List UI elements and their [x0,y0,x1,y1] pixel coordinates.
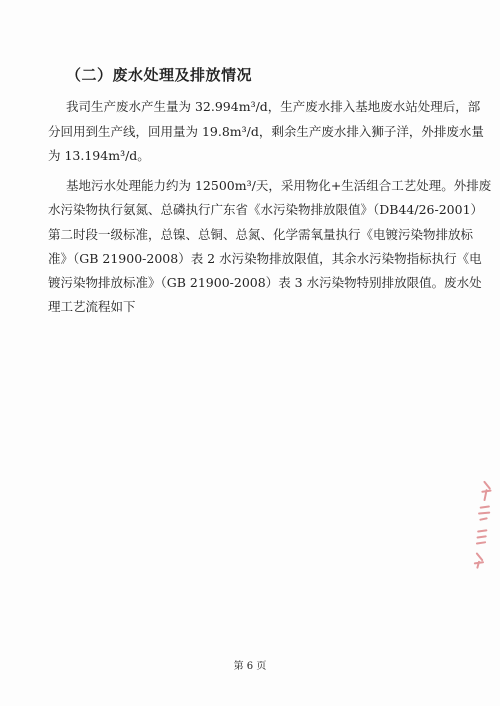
page-number: 第 6 页 [233,661,267,672]
paragraph-line: 准》（GB 21900-2008）表 2 水污染物排放限值，其余水污染物指标执行《电 [48,251,482,266]
paragraph-line: 水污染物执行氨氮、总磷执行广东省《水污染物排放限值》（DB44/26-2001） [48,202,484,217]
paragraph-line: 理工艺流程如下 [48,299,136,314]
paragraph-line: 分回用到生产线，回用量为 19.8m³/d，剩余生产废水排入狮子洋，外排废水量 [48,124,484,139]
section-heading: （二）废水处理及排放情况 [66,66,253,84]
paragraph-line: 镀污染物排放标准》（GB 21900-2008）表 3 水污染物特别排放限值。废水处 [48,275,482,290]
paragraph-line: 我司生产废水产生量为 32.994m³/d，生产废水排入基地废水站处理后，部 [66,99,481,114]
paragraph-line: 基地污水处理能力约为 12500m³/天，采用物化+生活组合工艺处理。外排废 [66,178,492,193]
margin-seal-mark [469,477,497,570]
paragraph-line: 为 13.194m³/d。 [48,148,150,163]
paragraph-line: 第二时段一级标准，总镍、总铜、总氮、化学需氧量执行《电镀污染物排放标 [48,227,474,242]
